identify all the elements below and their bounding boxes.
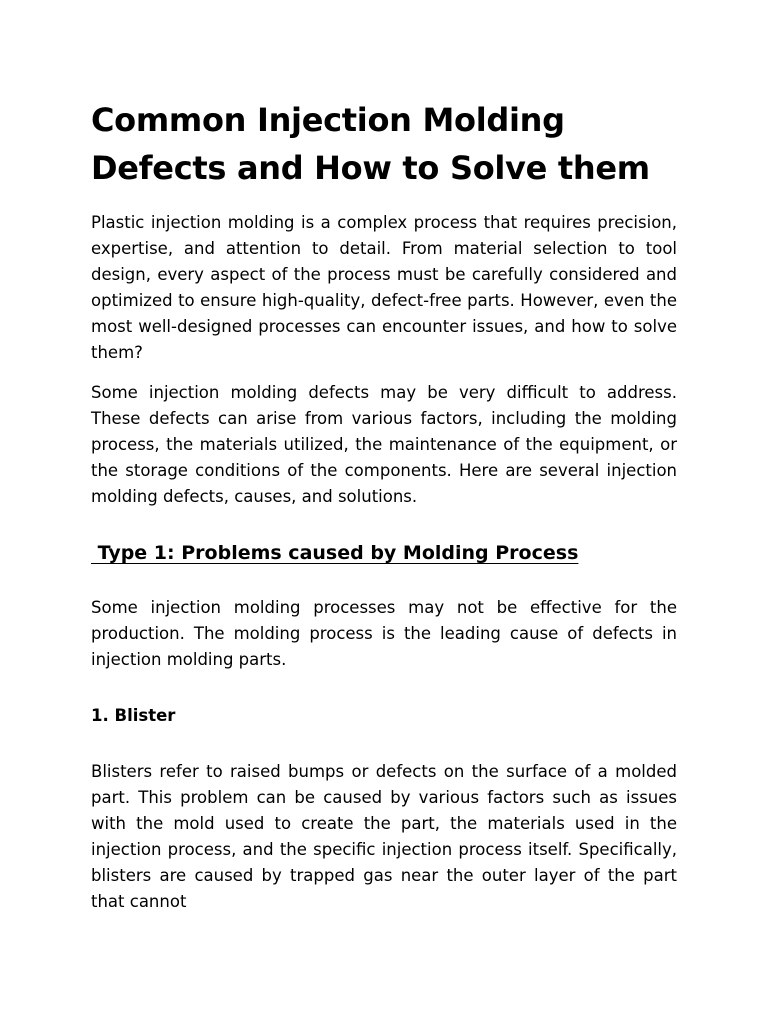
document-title: Common Injection Molding Defects and How to Solve them	[91, 101, 650, 187]
blister-paragraph: Blisters refer to raised bumps or defects on the surface of a molded part. This problem can be caused by various factors such as issues with the mold used to create the part, the materials used in the injection process, and the specific injection process itself. Specifically, blisters are caused by trapped gas near the outer layer of the part that cannot	[91, 762, 677, 911]
second-paragraph: Some injection molding defects may be very difficult to address. These defects can arise from various factors, including the molding process, the materials utilized, the maintenance of the equipment, or the storage conditions of the components. Here are several injection molding defects, causes, and solutions.	[91, 383, 677, 506]
section-paragraph: Some injection molding processes may not be effective for the production. The molding process is the leading cause of defects in injection molding parts.	[91, 598, 677, 669]
intro-paragraph: Plastic injection molding is a complex process that requires precision, expertise, and attention to detail. From material selection to tool design, every aspect of the process must be carefully considered and optimized to ensure high-quality, defect-free parts. However, even the most well-designed processes can encounter issues, and how to solve them?	[91, 213, 677, 362]
subsection-heading-blister: 1. Blister	[91, 706, 176, 725]
section-heading-type-1: Type 1: Problems caused by Molding Process	[91, 542, 579, 564]
